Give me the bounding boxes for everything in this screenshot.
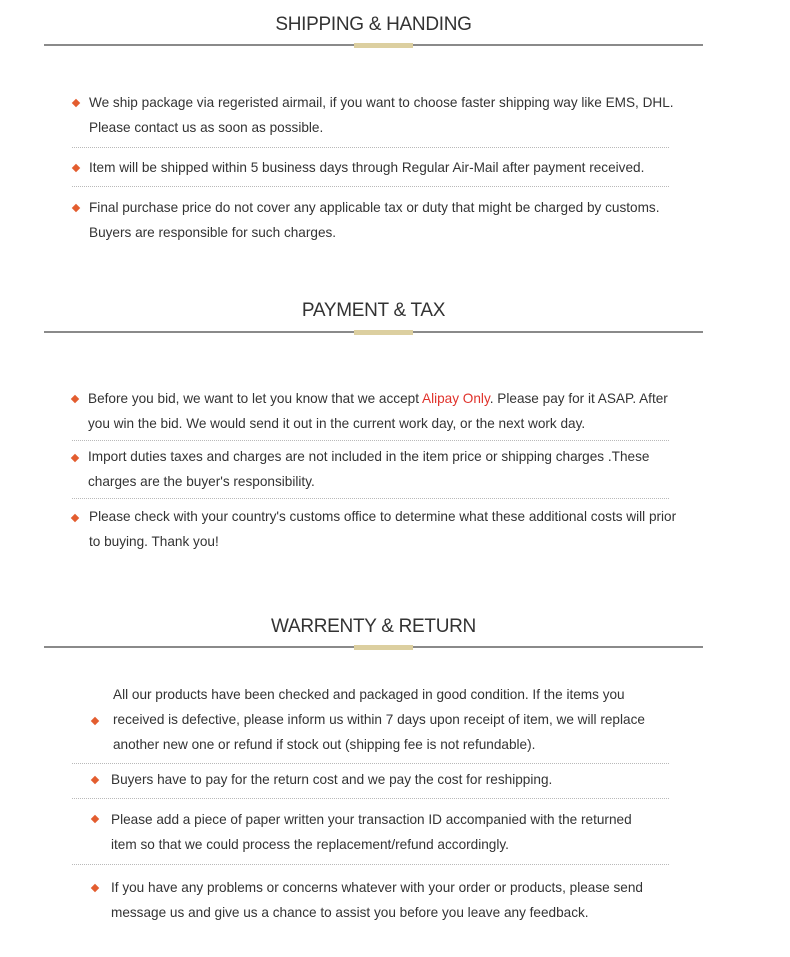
diamond-bullet-icon xyxy=(91,717,99,725)
dotted-separator xyxy=(72,147,669,148)
diamond-bullet-icon xyxy=(91,776,99,784)
diamond-bullet-icon xyxy=(91,884,99,892)
payment-item-alipay: Before you bid, we want to let you know that we accept Alipay Only. Please pay for it ASAP. After you win the bid. We would send it out in the current work day, or the next work day. xyxy=(88,391,668,431)
diamond-bullet-icon xyxy=(71,454,79,462)
warranty-item-return-cost: Buyers have to pay for the return cost and we pay the cost for reshipping. xyxy=(111,772,553,787)
alipay-only-highlight: Alipay Only xyxy=(422,391,490,406)
dotted-separator xyxy=(72,864,669,865)
shipping-item-business-days: Item will be shipped within 5 business days through Regular Air-Mail after payment received. xyxy=(89,160,645,175)
diamond-bullet-icon xyxy=(72,164,80,172)
dotted-separator xyxy=(72,798,669,799)
section-accent-bar xyxy=(354,43,413,48)
dotted-separator xyxy=(72,440,669,441)
section-accent-bar xyxy=(354,645,413,650)
diamond-bullet-icon xyxy=(71,514,79,522)
diamond-bullet-icon xyxy=(72,99,80,107)
dotted-separator xyxy=(72,498,669,499)
dotted-separator xyxy=(72,763,669,764)
shipping-item-airmail: We ship package via regeristed airmail, if you want to choose faster shipping way like EMS, DHL. Please contact us as soon as possible. xyxy=(89,95,674,135)
diamond-bullet-icon xyxy=(71,395,79,403)
warranty-item-defective: All our products have been checked and packaged in good condition. If the items you received is defective, please inform us within 7 days upon receipt of item, we will replace another new one or refund if stock out (shipping fee is not refundable). xyxy=(113,687,645,752)
section-accent-bar xyxy=(354,330,413,335)
warranty-item-transaction-id: Please add a piece of paper written your transaction ID accompanied with the returned item so that we could process the replacement/refund accordingly. xyxy=(111,812,632,852)
warranty-item-contact: If you have any problems or concerns whatever with your order or products, please send message us and give us a chance to assist you before you leave any feedback. xyxy=(111,880,643,920)
diamond-bullet-icon xyxy=(72,204,80,212)
section-title-shipping: SHIPPING & HANDING xyxy=(275,14,472,35)
section-title-payment: PAYMENT & TAX xyxy=(301,300,446,321)
shipping-item-tax-duty: Final purchase price do not cover any applicable tax or duty that might be charged by customs. Buyers are responsible for such charges. xyxy=(89,200,660,240)
section-title-warranty: WARRENTY & RETURN xyxy=(271,616,476,637)
dotted-separator xyxy=(72,186,669,187)
payment-item-customs-office: Please check with your country's customs office to determine what these additional costs will prior to buying. Thank you! xyxy=(89,509,677,549)
diamond-bullet-icon xyxy=(91,815,99,823)
payment-item-import-duties: Import duties taxes and charges are not included in the item price or shipping charges .These charges are the buyer's responsibility. xyxy=(88,449,650,489)
